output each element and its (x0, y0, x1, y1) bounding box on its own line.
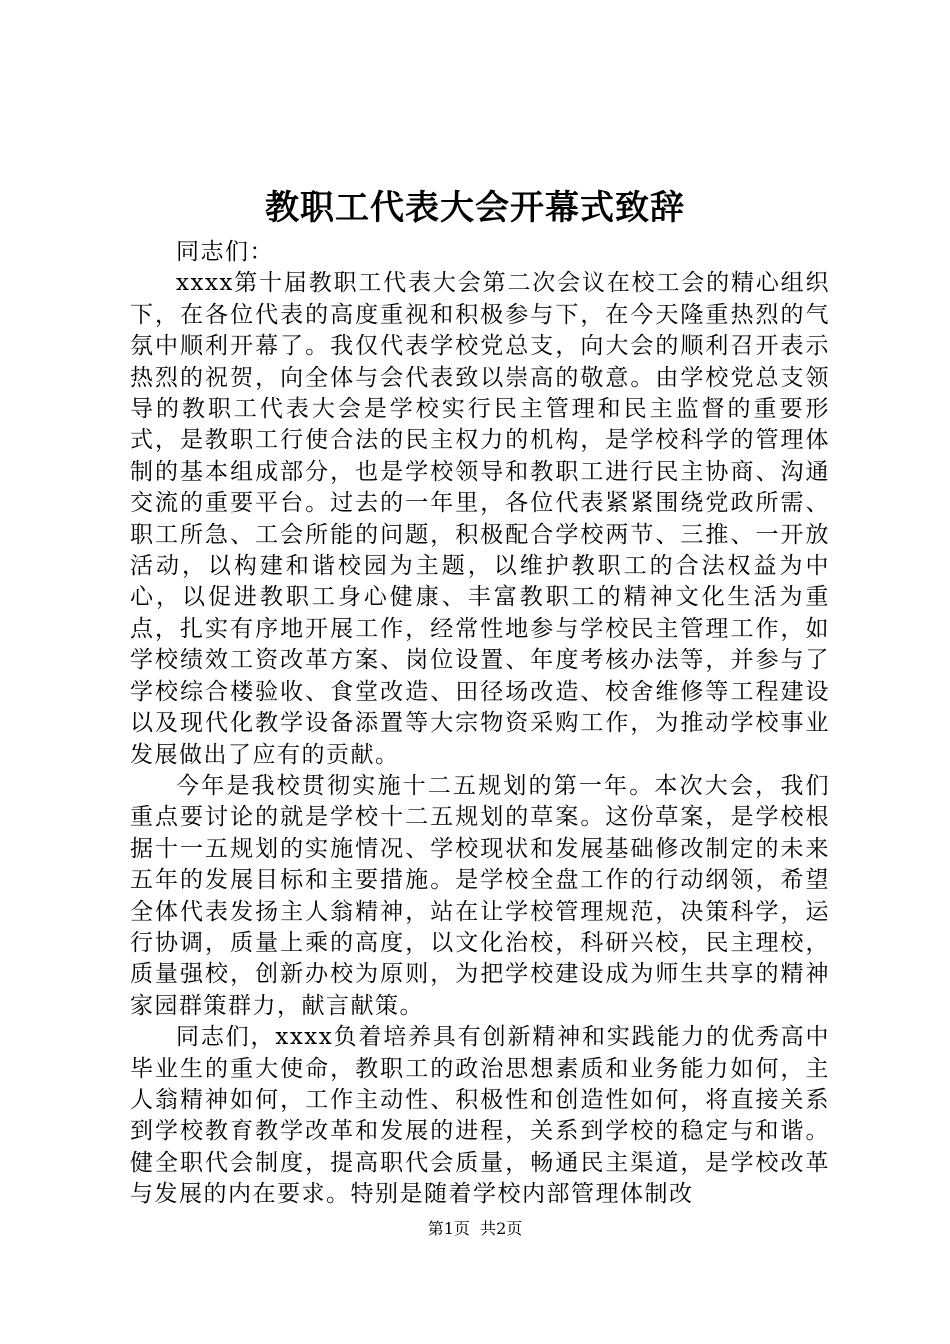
footer-separator (470, 1219, 480, 1238)
salutation: 同志们： (176, 239, 274, 265)
page-number: 第1页 (427, 1219, 470, 1238)
page-footer (0, 1217, 950, 1241)
paragraph-1: xxxx第十届教职工代表大会第二次会议在校工会的精心组织下，在各位代表的高度重视和积极参与下，在今天隆重热烈的气氛中顺利开幕了。我仅代表学校党总支，向大会的顺利召开表示热烈的祝贺，向全体与会代表致以崇高的敬意。由学校党总支领导的教职工代表大会是学校实行民主管理和民主监督的重要形式，是教职工行使合法的民主权力的机构，是学校科学的管理体制的基本组成部分，也是学校领导和教职工进行民主协商、沟通交流的重要平台。过去的一年里，各位代表紧紧围绕党政所需、职工所急、工会所能的问题，积极配合学校两节、三推、一开放活动，以构建和谐校园为主题，以维护教职工的合法权益为中心，以促进教职工身心健康、丰富教职工的精神文化生活为重点，扎实有序地开展工作，经常性地参与学校民主管理工作，如学校绩效工资改革方案、岗位设置、年度考核办法等，并参与了学校综合楼验收、食堂改造、田径场改造、校舍维修等工程建设以及现代化教学设备添置等大宗物资采购工作，为推动学校事业发展做出了应有的贡献。 (130, 270, 830, 768)
document-title: 教职工代表大会开幕式致辞 (265, 188, 685, 228)
page-total: 共2页 (480, 1219, 523, 1238)
paragraph-3: 同志们，xxxx负着培养具有创新精神和实践能力的优秀高中毕业生的重大使命，教职工的政治思想素质和业务能力如何，主人翁精神如何，工作主动性、积极性和创造性如何，将直接关系到学校教育教学改革和发展的进程，关系到学校的稳定与和谐。健全职代会制度，提高职代会质量，畅通民主渠道，是学校改革与发展的内在要求。特别是随着学校内部管理体制改 (130, 1024, 830, 1208)
paragraph-2: 今年是我校贯彻实施十二五规划的第一年。本次大会，我们重点要讨论的就是学校十二五规划的草案。这份草案，是学校根据十一五规划的实施情况、学校现状和发展基础修改制定的未来五年的发展目标和主要措施。是学校全盘工作的行动纲领，希望全体代表发扬主人翁精神，站在让学校管理规范，决策科学，运行协调，质量上乘的高度，以文化治校，科研兴校，民主理校，质量强校，创新办校为原则，为把学校建设成为师生共享的精神家园群策群力，献言献策。 (130, 772, 830, 1019)
document-body (130, 237, 830, 1211)
